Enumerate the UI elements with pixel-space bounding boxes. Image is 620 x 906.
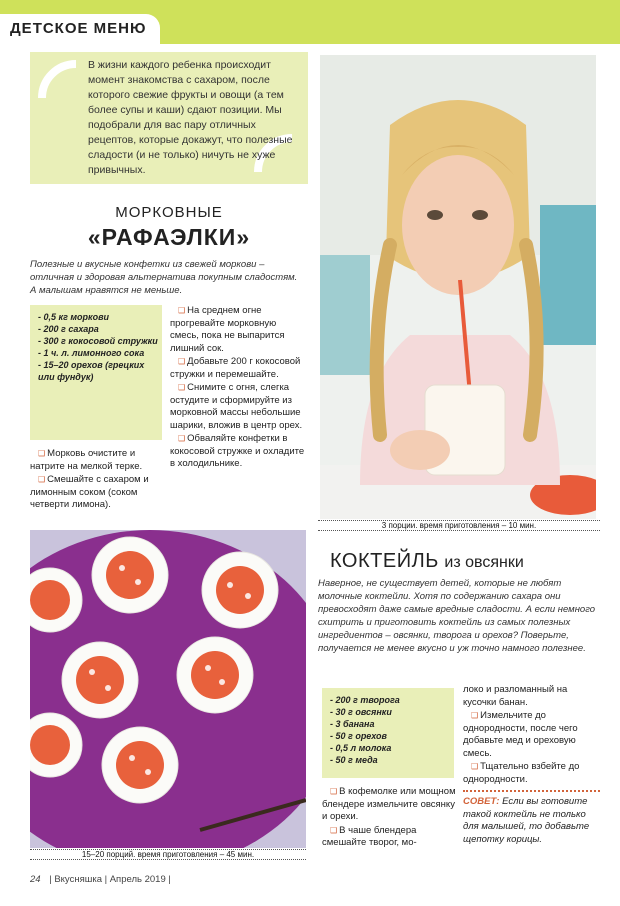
recipe-step: Морковь очистите и натрите на мелкой терке. <box>30 448 143 472</box>
ingredient-item: - 200 г сахара <box>38 323 162 335</box>
recipe-step: Добавьте 200 г кокосовой стружки и перемешайте. <box>170 356 301 380</box>
ingredient-item: - 200 г творога <box>330 694 454 706</box>
recipe2-title <box>330 550 606 573</box>
photo-carrot-candies <box>30 530 306 848</box>
recipe1-ingredients <box>30 305 162 440</box>
recipe2-title-rest: из овсянки <box>444 554 524 571</box>
tip-text: Если вы готовите такой коктейль не только для малышей, то добавьте щепотку корицы. <box>463 796 590 845</box>
decorative-swirl-icon <box>36 58 80 102</box>
recipe2-steps-col1 <box>322 786 456 851</box>
recipe-step: Измельчите до однородности, после чего добавьте мед и ореховую смесь. <box>463 710 578 759</box>
bullet-icon: ❑ <box>38 475 46 484</box>
ingredient-item: - 30 г овсянки <box>330 706 454 718</box>
ingredient-item: - 3 банана <box>330 718 454 730</box>
recipe2-steps-col2 <box>463 684 599 787</box>
ingredient-item: - 1 ч. л. лимонного сока <box>38 347 162 359</box>
bullet-icon: ❑ <box>38 449 46 458</box>
tip-label: СОВЕТ: <box>463 796 500 807</box>
recipe-step: На среднем огне прогревайте морковную смесь, пока не выпарится лишний сок. <box>170 305 285 354</box>
ingredient-item: - 300 г кокосовой стружки <box>38 335 162 347</box>
ingredient-item: - 50 г орехов <box>330 730 454 742</box>
recipe-step: В чаше блендера смешайте творог, мо- <box>322 824 417 848</box>
recipe2-ingredients <box>322 688 454 778</box>
ingredient-item: - 15–20 орехов (грецких или фундук) <box>38 359 162 383</box>
recipe1-steps-col2 <box>170 305 306 472</box>
recipe-step: Смешайте с сахаром и лимонным соком (соком четверти лимона). <box>30 474 149 510</box>
recipe2-title-main: КОКТЕЙЛЬ <box>330 550 439 572</box>
recipe-step-continuation: локо и разломанный на кусочки банан. <box>463 684 568 708</box>
recipe1-title-line2: «РАФАЭЛКИ» <box>87 224 251 250</box>
page-number: 24 <box>30 874 41 885</box>
magazine-info: | Вкусняшка | Апрель 2019 | <box>49 874 171 885</box>
page-footer <box>30 874 171 885</box>
recipe1-steps-col1 <box>30 448 164 513</box>
ingredient-item: - 0,5 л молока <box>330 742 454 754</box>
photo-caption: 3 порции. время приготовления – 10 мин. <box>318 520 600 531</box>
recipe-step: Тщательно взбейте до однородности. <box>463 761 580 785</box>
recipe2-intro: Наверное, не существует детей, которые не любят молочные коктейли. Хотя по содержанию сахара они превосходят даже самые вредные сладости. А если немного схитрить и приготовить коктейль из самых полезных ингредиентов – овсянки, творога и орехов? Поверьте, получается не менее вкусно и уж точно намного полезнее. <box>318 578 596 654</box>
bullet-icon: ❑ <box>178 306 186 315</box>
bullet-icon: ❑ <box>471 762 479 771</box>
photo-girl-with-milkshake <box>320 55 596 519</box>
bullet-icon: ❑ <box>330 787 338 796</box>
recipe1-title-line1: МОРКОВНЫЕ <box>115 204 223 221</box>
bullet-icon: ❑ <box>178 434 186 443</box>
recipe-step: Снимите с огня, слегка остудите и сформируйте из морковной массы небольшие шарики, вложив в центр орех. <box>170 382 303 431</box>
bullet-icon: ❑ <box>178 383 186 392</box>
photo-caption: 15–20 порций. время приготовления – 45 мин. <box>30 849 306 860</box>
section-label: ДЕТСКОЕ МЕНЮ <box>0 14 160 44</box>
intro-text: В жизни каждого ребенка происходит момент знакомства с сахаром, после которого свежие фрукты и овощи (а тем более супы и каши) сдают позиции. Мы подобрали для вас пару отличных рецептов, которые докажут, что полезные сладости (и не только) ничуть не хуже привычных. <box>88 59 293 176</box>
bullet-icon: ❑ <box>330 825 338 835</box>
ingredient-item: - 0,5 кг моркови <box>38 311 162 323</box>
recipe1-intro: Полезные и вкусные конфетки из свежей моркови – отличная и здоровая альтернатива покупным сладостям. А малышам нравятся не меньше. <box>30 259 298 296</box>
bullet-icon: ❑ <box>471 711 479 720</box>
bullet-icon: ❑ <box>178 357 186 366</box>
recipe-step: Обваляйте конфетки в кокосовой стружке и охладите в холодильнике. <box>170 433 305 469</box>
recipe-step: В кофемолке или мощном блендере измельчите овсянку и орехи. <box>322 786 456 822</box>
ingredient-item: - 50 г меда <box>330 754 454 766</box>
tip-box <box>463 790 600 846</box>
